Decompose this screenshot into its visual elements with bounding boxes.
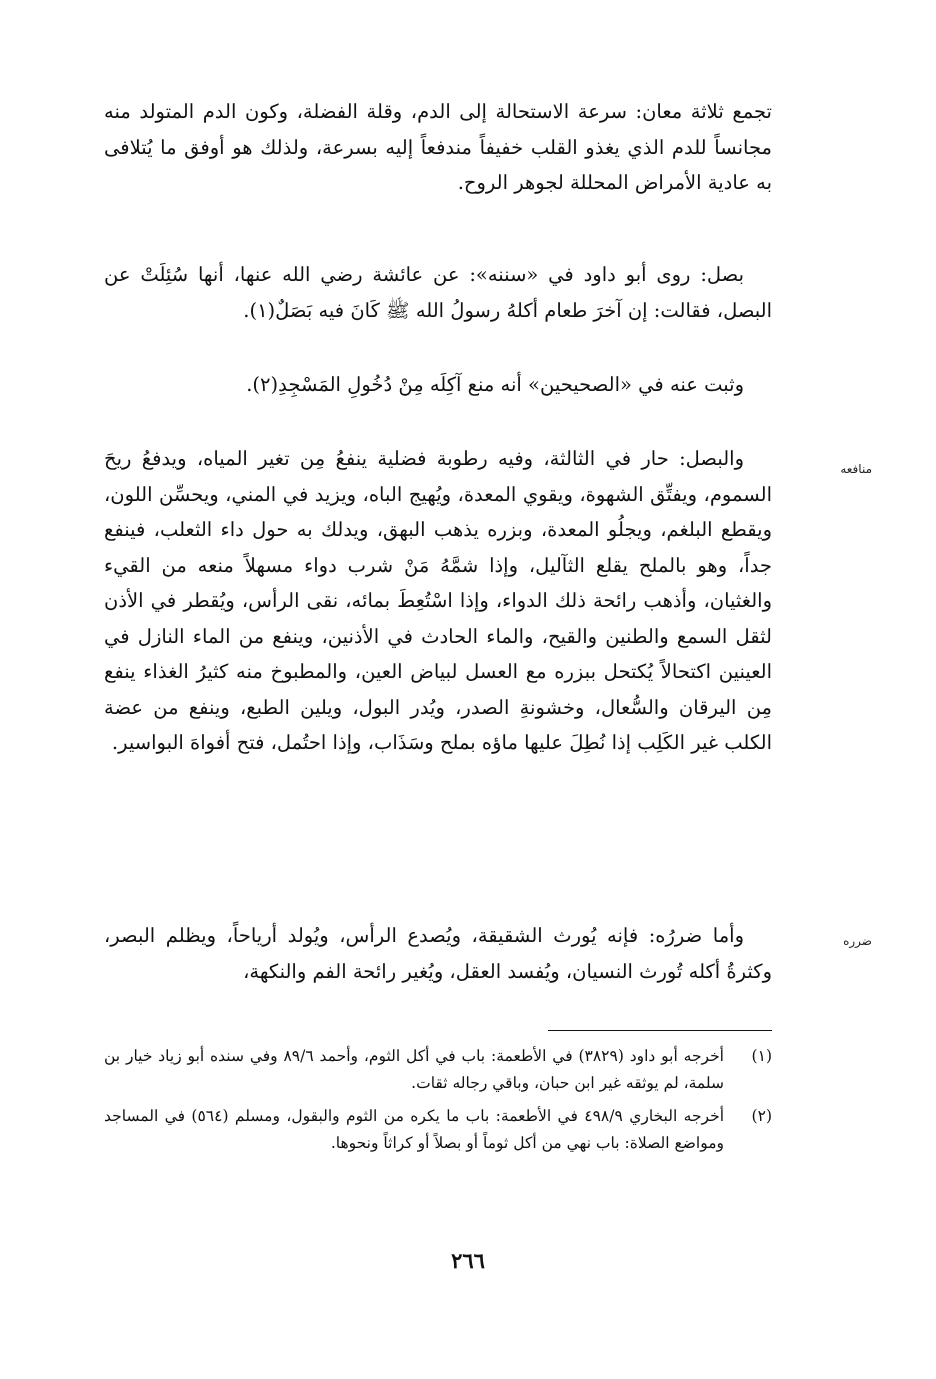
paragraph-text: تجمع ثلاثة معان: سرعة الاستحالة إلى الدم، وقلة الفضلة، وكون الدم المتولد منه مجانساً للدم الذي يغذو القلب خفيفاً مندفعاً إليه بسرعة، ولذلك هو أوفق ما يُتلافى به عادية الأمراض المحللة لجوهر الروح. xyxy=(104,100,772,194)
footnote-number: (٢) xyxy=(751,1107,772,1125)
footnote-2 xyxy=(104,1103,772,1157)
body-paragraph-4 xyxy=(104,441,772,761)
footnote-number: (١) xyxy=(751,1047,772,1065)
footnote-text: أخرجه أبو داود (٣٨٢٩) في الأطعمة: باب في أكل الثوم، وأحمد ٨٩/٦ وفي سنده أبو زياد خيار بن سلمة، لم يوثقه غير ابن حبان، وباقي رجاله ثقات. xyxy=(104,1047,724,1092)
body-paragraph-5 xyxy=(104,918,772,989)
margin-note-harms: ضرره xyxy=(843,934,872,948)
body-paragraph-3 xyxy=(104,367,772,403)
footnote-1 xyxy=(104,1043,772,1097)
footnote-separator xyxy=(548,1030,772,1031)
paragraph-text: بصل: روى أبو داود في «سننه»: عن عائشة رضي الله عنها، أنها سُئِلَتْ عن البصل، فقالت: إن آخرَ طعام أكلهُ رسولُ الله ﷺ كَانَ فيه بَصَلٌ(١). xyxy=(104,263,772,322)
paragraph-text: والبصل: حار في الثالثة، وفيه رطوبة فضلية ينفعُ مِن تغير المياه، ويدفعُ ريحَ السموم، ويفتِّق الشهوة، ويقوي المعدة، ويُهيج الباه، ويزيد في المني، ويحسِّن اللون، ويقطع البلغم، ويجلُو المعدة، وبزره يذهب البهق، ويدلك به حول داء الثعلب، فينفع جداً، وهو بالملح يقلع الثآليل، وإذا شمَّهُ مَنْ شرب دواء مسهلاً منعه من القيء والغثيان، وأذهب رائحة ذلك الدواء، وإذا اسْتُعِطَ بمائه، نقى الرأس، ويُقطر في الأذن لثقل السمع والطنين والقيح، والماء الحادث في الأذنين، وينفع من الماء النازل في العينين اكتحالاً يُكتحل ببزره مع العسل لبياض العين، والمطبوخ منه كثيرُ الغذاء ينفع مِن اليرقان والسُّعال، وخشونةِ الصدر، ويُدر البول، ويلين الطبع، وينفع من عضة الكلب غير الكَلِب إذا نُطِلَ عليها ماؤه بملح وسَذَاب، وإذا احتُمل، فتح أفواهَ البواسير. xyxy=(104,447,772,754)
margin-note-benefits: منافعه xyxy=(840,462,872,476)
paragraph-text: وأما ضررُه: فإنه يُورث الشقيقة، ويُصدع الرأس، ويُولد أرياحاً، ويظلم البصر، وكثرةُ أكله تُورث النسيان، ويُفسد العقل، ويُغير رائحة الفم والنكهة، xyxy=(104,924,772,983)
body-paragraph-1 xyxy=(104,94,772,201)
page-number: ٢٦٦ xyxy=(451,1248,485,1273)
paragraph-text: وثبت عنه في «الصحيحين» أنه منع آكِلَه مِنْ دُخُولِ المَسْجِدِ(٢). xyxy=(246,373,744,396)
body-paragraph-2 xyxy=(104,257,772,328)
footnotes xyxy=(104,1043,772,1157)
footnote-text: أخرجه البخاري ٤٩٨/٩ في الأطعمة: باب ما يكره من الثوم والبقول، ومسلم (٥٦٤) في المساجد ومواضع الصلاة: باب نهي من أكل ثوماً أو بصلاً أو كراثاً ونحوها. xyxy=(104,1107,725,1152)
